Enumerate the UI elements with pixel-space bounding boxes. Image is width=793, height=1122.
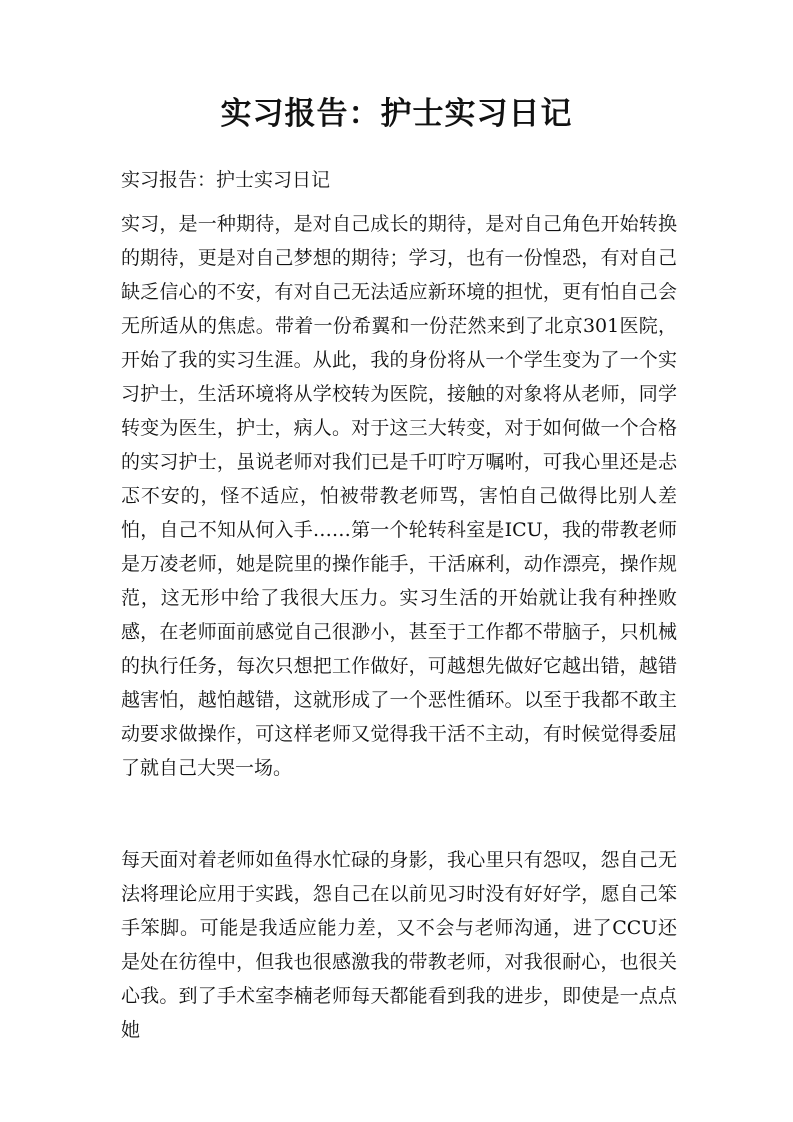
document-title: 实习报告：护士实习日记 xyxy=(220,96,573,132)
paragraph-2: 每天面对着老师如鱼得水忙碌的身影，我心里只有怨叹，怨自己无法将理论应用于实践，怨自己在以前见习时没有好好学，愿自己笨手笨脚。可能是我适应能力差，又不会与老师沟通，进了CCU还是处在彷徨中，但我也很感激我的带教老师，对我很耐心，也很关心我。到了手术室李楠老师每天都能看到我的进步，即使是一点点她 xyxy=(121,849,677,1041)
paragraph-1: 实习，是一种期待，是对自己成长的期待，是对自己角色开始转换的期待，更是对自己梦想的期待；学习，也有一份惶恐，有对自己缺乏信心的不安，有对自己无法适应新环境的担忧，更有怕自己会无所适从的焦虑。带着一份希翼和一份茫然来到了北京301医院，开始了我的实习生涯。从此，我的身份将从一个学生变为了一个实习护士，生活环境将从学校转为医院，接触的对象将从老师，同学转变为医生，护士，病人。对于这三大转变，对于如何做一个合格的实习护士，虽说老师对我们已是千叮咛万嘱咐，可我心里还是忐忑不安的，怪不适应，怕被带教老师骂，害怕自己做得比别人差怕，自己不知从何入手……第一个轮转科室是ICU，我的带教老师是万凌老师，她是院里的操作能手，干活麻利，动作漂亮，操作规范，这无形中给了我很大压力。实习生活的开始就让我有种挫败感，在老师面前感觉自己很渺小，甚至于工作都不带脑子，只机械的执行任务，每次只想把工作做好，可越想先做好它越出错，越错越害怕，越怕越错，这就形成了一个恶性循环。以至于我都不敢主动要求做操作，可这样老师又觉得我干活不主动，有时候觉得委屈了就自己大哭一场。 xyxy=(121,213,677,779)
document-subtitle: 实习报告：护士实习日记 xyxy=(121,169,331,191)
